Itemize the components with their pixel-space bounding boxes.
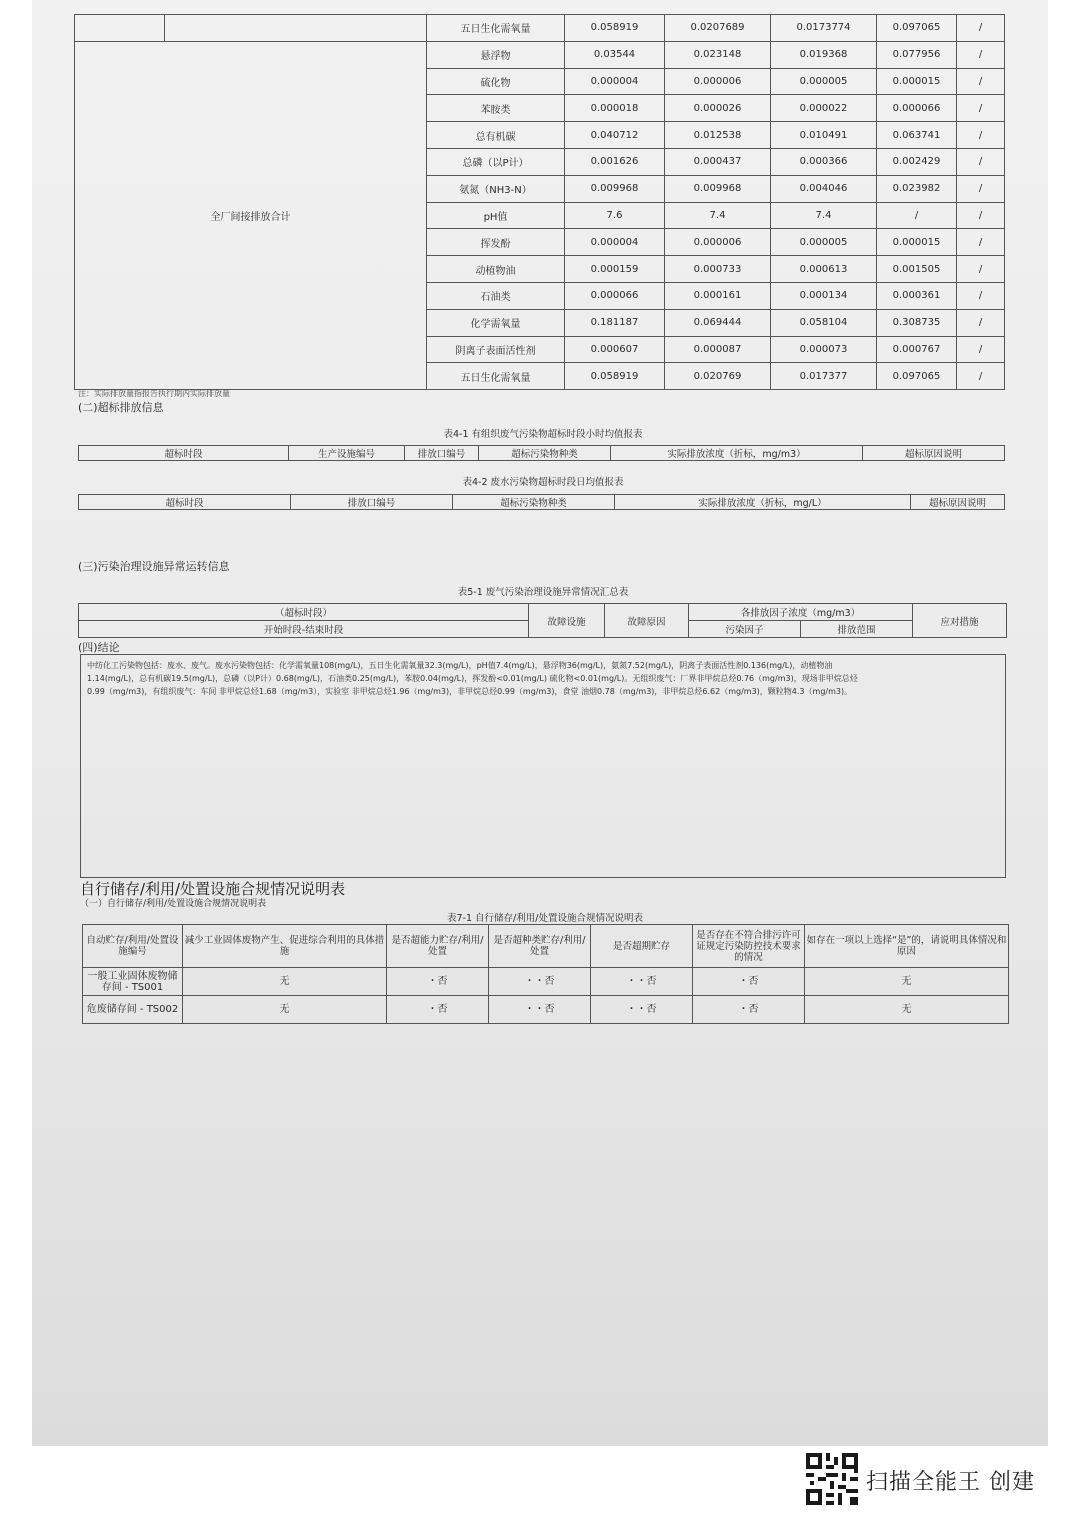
header-cell: 自动贮存/利用/处置设施编号: [83, 925, 183, 968]
check-cell: ・否: [693, 996, 805, 1024]
value-cell: /: [877, 202, 957, 229]
value-cell: /: [957, 309, 1005, 336]
value-cell: 0.000613: [771, 256, 877, 283]
value-cell: 0.000066: [565, 282, 665, 309]
header-cell: 是否存在不符合排污许可证规定污染防控技术要求的情况: [693, 925, 805, 968]
facility-id: 危废储存间 - TS002: [83, 996, 183, 1024]
pollutant-name: 总磷（以P计）: [427, 148, 565, 175]
scanner-brand-text: 扫描全能王 创建: [866, 1470, 1035, 1495]
value-cell: 0.077956: [877, 41, 957, 68]
header-cell: 是否超能力贮存/利用/处置: [387, 925, 489, 968]
conclusion-box: [80, 654, 1006, 878]
header-cell: 故障设施: [529, 604, 605, 638]
section-subtitle: （一）自行储存/利用/处置设施合规情况说明表: [80, 899, 267, 909]
air-exceed-table: [78, 445, 1005, 461]
value-cell: 0.000004: [565, 68, 665, 95]
blank-cell: [165, 15, 427, 42]
value-cell: 0.000015: [877, 229, 957, 256]
value-cell: 0.000004: [565, 229, 665, 256]
header-cell: （超标时段）: [79, 604, 529, 621]
table-header-row: [79, 604, 1007, 621]
value-cell: 0.000767: [877, 336, 957, 363]
value-cell: 7.6: [565, 202, 665, 229]
pollutant-name: 化学需氧量: [427, 309, 565, 336]
header-cell: 污染因子: [689, 621, 801, 638]
header-cell: 故障原因: [605, 604, 689, 638]
value-cell: /: [957, 41, 1005, 68]
header-cell: 超标时段: [79, 446, 289, 461]
conclusion-line: 中纺化工污染物包括：废水、废气。废水污染物包括：化学需氧量108(mg/L)，五日生化需氧量32.3(mg/L)，pH值7.4(mg/L)，悬浮物36(mg/L)，氨氮7.52(mg/L)，阴离子表面活性剂0.136(mg/L)，动植物油: [87, 661, 833, 670]
value-cell: 0.000073: [771, 336, 877, 363]
value-cell: 0.03544: [565, 41, 665, 68]
check-cell: ・・否: [489, 996, 591, 1024]
pollutant-name: 挥发酚: [427, 229, 565, 256]
value-cell: 0.000161: [665, 282, 771, 309]
value-cell: 0.001505: [877, 256, 957, 283]
conclusion-line: 1.14(mg/L)，总有机碳19.5(mg/L)，总磷（以P计）0.68(mg/L)，石油类0.25(mg/L)，苯胺0.04(mg/L)，挥发酚<0.01(mg/L) 硫化物<0.01(mg/L)。无组织废气：厂界非甲烷总烃0.76（mg/m3)，现场非甲烷总烃: [87, 674, 858, 683]
check-cell: ・・否: [591, 996, 693, 1024]
table-caption: 表5-1 废气污染治理设施异常情况汇总表: [457, 587, 629, 598]
value-cell: 0.004046: [771, 175, 877, 202]
value-cell: 0.058104: [771, 309, 877, 336]
value-cell: /: [957, 148, 1005, 175]
section-heading: (四)结论: [78, 641, 120, 654]
value-cell: 0.000005: [771, 68, 877, 95]
pollutant-name: 苯胺类: [427, 95, 565, 122]
table-header-row: [83, 925, 1009, 968]
value-cell: 0.058919: [565, 363, 665, 390]
pollutant-name: 氨氮（NH3-N）: [427, 175, 565, 202]
header-cell: 超标污染物种类: [479, 446, 611, 461]
header-cell: 排放口编号: [291, 495, 453, 510]
value-cell: 0.002429: [877, 148, 957, 175]
value-cell: 0.181187: [565, 309, 665, 336]
reason-cell: 无: [805, 996, 1009, 1024]
value-cell: 0.000005: [771, 229, 877, 256]
header-cell: 应对措施: [913, 604, 1007, 638]
header-cell: 实际排放浓度（折标，mg/L）: [615, 495, 911, 510]
value-cell: /: [957, 282, 1005, 309]
group-label: 全厂间接排放合计: [75, 41, 427, 389]
value-cell: /: [957, 68, 1005, 95]
value-cell: 0.0207689: [665, 15, 771, 42]
pollutant-name: 阴离子表面活性剂: [427, 336, 565, 363]
value-cell: 0.023148: [665, 41, 771, 68]
header-cell: 超标原因说明: [911, 495, 1005, 510]
value-cell: 0.000437: [665, 148, 771, 175]
value-cell: 0.097065: [877, 363, 957, 390]
measure-cell: 无: [183, 968, 387, 996]
header-cell: 减少工业固体废物产生、促进综合利用的具体措施: [183, 925, 387, 968]
value-cell: 0.000087: [665, 336, 771, 363]
header-cell: 是否超期贮存: [591, 925, 693, 968]
value-cell: 0.308735: [877, 309, 957, 336]
table-header-row: [79, 495, 1005, 510]
table-row: [83, 968, 1009, 996]
value-cell: 0.000159: [565, 256, 665, 283]
value-cell: 0.069444: [665, 309, 771, 336]
value-cell: /: [957, 256, 1005, 283]
scanned-page: [32, 0, 1048, 1446]
header-cell: 排放口编号: [405, 446, 479, 461]
value-cell: 0.000018: [565, 95, 665, 122]
value-cell: 0.001626: [565, 148, 665, 175]
header-cell: 超标污染物种类: [453, 495, 615, 510]
section-heading: (三)污染治理设施异常运转信息: [78, 560, 230, 573]
value-cell: 0.020769: [665, 363, 771, 390]
value-cell: 0.000006: [665, 68, 771, 95]
scanner-watermark: [806, 1453, 1046, 1511]
facility-id: 一般工业固体废物储存间 - TS001: [83, 968, 183, 996]
value-cell: 0.012538: [665, 122, 771, 149]
header-cell: 生产设施编号: [289, 446, 405, 461]
emissions-total-table: [74, 14, 1005, 390]
value-cell: 7.4: [771, 202, 877, 229]
blank-cell: [75, 15, 165, 42]
value-cell: 0.0173774: [771, 15, 877, 42]
check-cell: ・否: [387, 996, 489, 1024]
pollutant-name: 悬浮物: [427, 41, 565, 68]
measure-cell: 无: [183, 996, 387, 1024]
value-cell: 0.019368: [771, 41, 877, 68]
value-cell: 0.000022: [771, 95, 877, 122]
value-cell: 0.000607: [565, 336, 665, 363]
value-cell: 0.009968: [665, 175, 771, 202]
check-cell: ・・否: [489, 968, 591, 996]
header-cell: 实际排放浓度（折标，mg/m3）: [611, 446, 863, 461]
pollutant-name: 石油类: [427, 282, 565, 309]
check-cell: ・・否: [591, 968, 693, 996]
table-row: [75, 41, 1005, 68]
value-cell: /: [957, 122, 1005, 149]
value-cell: 0.010491: [771, 122, 877, 149]
header-cell: 超标时段: [79, 495, 291, 510]
section-title: 自行储存/利用/处置设施合规情况说明表: [80, 880, 346, 898]
table-caption: 表4-1 有组织废气污染物超标时段小时均值报表: [443, 429, 643, 440]
value-cell: 0.000134: [771, 282, 877, 309]
value-cell: 0.000361: [877, 282, 957, 309]
header-cell: 如存在一项以上选择“是”的，请说明具体情况和原因: [805, 925, 1009, 968]
section-heading: (二)超标排放信息: [78, 401, 164, 414]
value-cell: 0.023982: [877, 175, 957, 202]
value-cell: 0.017377: [771, 363, 877, 390]
facility-abnormal-table: [78, 603, 1007, 638]
check-cell: ・否: [387, 968, 489, 996]
table-row: [83, 996, 1009, 1024]
value-cell: /: [957, 15, 1005, 42]
table-row: [75, 15, 1005, 42]
qr-code-icon: [806, 1453, 858, 1505]
water-exceed-table: [78, 494, 1005, 510]
table-note: 注：实际排放量指报告执行期内实际排放量: [78, 389, 230, 398]
pollutant-name: pH值: [427, 202, 565, 229]
header-cell: 是否超种类贮存/利用/处置: [489, 925, 591, 968]
value-cell: /: [957, 229, 1005, 256]
value-cell: 0.000066: [877, 95, 957, 122]
pollutant-name: 硫化物: [427, 68, 565, 95]
value-cell: 7.4: [665, 202, 771, 229]
pollutant-name: 五日生化需氧量: [427, 363, 565, 390]
value-cell: /: [957, 202, 1005, 229]
table-caption: 表7-1 自行储存/利用/处置设施合规情况说明表: [447, 913, 643, 924]
value-cell: 0.058919: [565, 15, 665, 42]
header-cell: 开始时段-结束时段: [79, 621, 529, 638]
header-cell: 超标原因说明: [863, 446, 1005, 461]
value-cell: 0.000015: [877, 68, 957, 95]
value-cell: 0.000006: [665, 229, 771, 256]
value-cell: 0.009968: [565, 175, 665, 202]
value-cell: 0.000366: [771, 148, 877, 175]
table-header-row: [79, 446, 1005, 461]
value-cell: /: [957, 363, 1005, 390]
pollutant-name: 总有机碳: [427, 122, 565, 149]
value-cell: /: [957, 336, 1005, 363]
reason-cell: 无: [805, 968, 1009, 996]
conclusion-line: 0.99（mg/m3)，有组织废气：车间 非甲烷总烃1.68（mg/m3），实验室 非甲烷总烃1.96（mg/m3)，非甲烷总烃0.99（mg/m3)，食堂 油烟0.78（mg/m3)，非甲烷总烃6.62（mg/m3)，颗粒物4.3（mg/m3)。: [87, 687, 853, 696]
value-cell: 0.000026: [665, 95, 771, 122]
storage-compliance-table: [82, 924, 1009, 1024]
value-cell: 0.097065: [877, 15, 957, 42]
value-cell: 0.040712: [565, 122, 665, 149]
value-cell: 0.000733: [665, 256, 771, 283]
value-cell: /: [957, 95, 1005, 122]
pollutant-name: 五日生化需氧量: [427, 15, 565, 42]
pollutant-name: 动植物油: [427, 256, 565, 283]
header-cell: 各排放因子浓度（mg/m3）: [689, 604, 913, 621]
header-cell: 排放范围: [801, 621, 913, 638]
table-caption: 表4-2 废水污染物超标时段日均值报表: [462, 477, 624, 488]
value-cell: 0.063741: [877, 122, 957, 149]
check-cell: ・否: [693, 968, 805, 996]
value-cell: /: [957, 175, 1005, 202]
